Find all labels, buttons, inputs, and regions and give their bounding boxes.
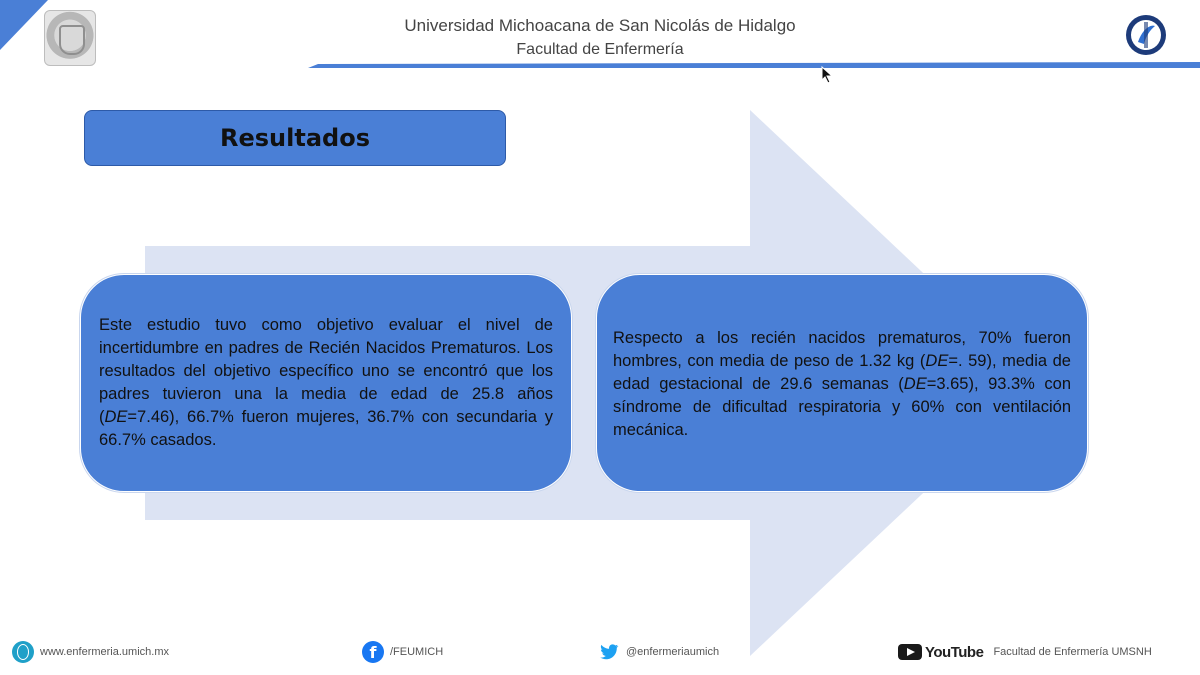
text-segment: =. 59), media de edad gestacional de 29.6 semanas ( [613,352,1071,393]
footer-facebook[interactable] [362,636,443,668]
globe-icon [12,641,34,663]
newborn-results-text [613,327,1071,442]
footer-youtube[interactable] [898,636,1152,668]
footer-website[interactable] [12,636,169,668]
text-segment: =3.65), 93.3% con síndrome de dificultad respiratoria y 60% con ventilación mecánica. [613,375,1071,439]
youtube-play-icon [898,644,922,660]
university-title: Universidad Michoacana de San Nicolás de Hidalgo [404,16,796,35]
text-segment: DE [925,352,949,370]
youtube-logo [898,644,983,661]
text-segment: =7.46), 66.7% fueron mujeres, 36.7% con secundaria y 66.7% casados. [99,408,553,449]
footer [0,636,1200,668]
facebook-icon: f [362,641,384,663]
newborn-results-box [596,274,1088,492]
footer-twitter[interactable] [598,636,719,668]
parents-results-box [80,274,572,492]
text-segment: DE [903,375,927,393]
slide-title: Resultados [220,124,370,152]
text-segment: DE [104,408,128,426]
parents-results-text [99,314,553,452]
results-title-box [84,110,506,166]
youtube-channel-link[interactable]: Facultad de Enfermería UMSNH [993,646,1152,658]
text-segment: Este estudio tuvo como objetivo evaluar el nivel de incertidumbre en padres de Recién Nacidos Prematuros. Los resultados del objetivo específico uno se encontró que los padres tuvieron una la media de edad de 25.8 años ( [99,316,553,426]
text-segment: Respecto a los recién nacidos prematuros, 70% fueron hombres, con media de peso de 1.32 kg ( [613,329,1071,370]
facebook-link[interactable]: /FEUMICH [390,646,444,658]
twitter-link[interactable]: @enfermeriaumich [626,646,720,658]
website-link[interactable]: www.enfermeria.umich.mx [40,646,169,658]
youtube-brand: YouTube [925,643,984,661]
twitter-icon [598,641,620,663]
faculty-title: Facultad de Enfermería [516,41,684,58]
